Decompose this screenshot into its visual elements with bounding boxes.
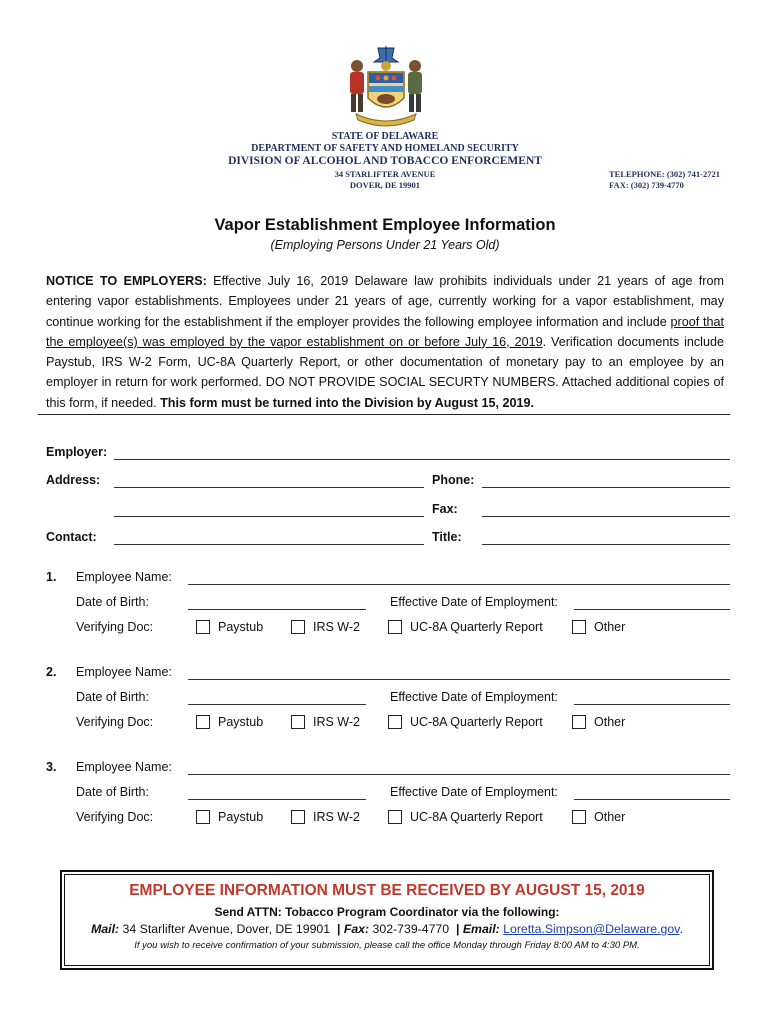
date-of-birth-field[interactable] <box>188 704 366 705</box>
employee-number: 1. <box>46 570 57 584</box>
uc8a-checkbox[interactable] <box>388 810 402 824</box>
division-name: DIVISION OF ALCOHOL AND TOBACCO ENFORCEMENT <box>228 155 542 167</box>
paystub-checkbox[interactable] <box>196 620 210 634</box>
notice-text-1: Effective July 16, 2019 Delaware law prohibits individuals under 21 years of age from entering vapor establishments. Employees under 21 years of age, currently working for a vapor establishment, may continue working for the establishment if the employer provides the following employee information and include <box>46 274 724 329</box>
date-of-birth-label: Date of Birth: <box>76 690 149 704</box>
address-line-1: 34 STARLIFTER AVENUE <box>334 169 436 179</box>
uc8a-option-label: UC-8A Quarterly Report <box>410 715 543 729</box>
section-divider <box>38 414 730 415</box>
effective-date-label: Effective Date of Employment: <box>390 595 558 609</box>
department-name: DEPARTMENT OF SAFETY AND HOMELAND SECURITY <box>251 143 519 154</box>
employer-field[interactable] <box>114 459 730 460</box>
notice-deadline: This form must be turned into the Division by August 15, 2019. <box>160 395 535 410</box>
notice-paragraph <box>46 271 724 413</box>
verifying-doc-label: Verifying Doc: <box>76 620 154 634</box>
contact-field[interactable] <box>114 544 424 545</box>
date-of-birth-field[interactable] <box>188 609 366 610</box>
address-field-line-2[interactable] <box>114 516 424 517</box>
employee-name-label: Employee Name: <box>76 665 172 679</box>
page-title: Vapor Establishment Employee Information <box>214 216 556 234</box>
fax-field[interactable] <box>482 516 730 517</box>
fax-number: FAX: (302) 739-4770 <box>609 180 684 190</box>
employee-name-field[interactable] <box>188 679 730 680</box>
irs-w2-option-label: IRS W-2 <box>313 620 360 634</box>
email-link[interactable]: Loretta.Simpson@Delaware.gov <box>503 922 680 936</box>
email-label: Email: <box>459 922 500 936</box>
paystub-checkbox[interactable] <box>196 810 210 824</box>
irs-w2-checkbox[interactable] <box>291 620 305 634</box>
employee-number: 2. <box>46 665 57 679</box>
notice-label: NOTICE TO EMPLOYERS: <box>46 274 207 288</box>
notice-text-2: . Verification documents include Paystub, IRS W-2 Form, UC-8A Quarterly Report, or other documentation of monetary pay to an employee by an employer in return for work performed. DO NOT PROVIDE SOCIAL SECURTY NUMBERS. Attached additional copies of this form, if needed. <box>46 334 724 410</box>
effective-date-field[interactable] <box>574 609 730 610</box>
effective-date-field[interactable] <box>574 799 730 800</box>
send-attn-line: Send ATTN: Tobacco Program Coordinator via the following: <box>214 905 560 919</box>
verifying-doc-label: Verifying Doc: <box>76 810 154 824</box>
phone-label: Phone: <box>432 473 475 487</box>
deadline-heading: EMPLOYEE INFORMATION MUST BE RECEIVED BY AUGUST 15, 2019 <box>129 882 645 899</box>
uc8a-option-label: UC-8A Quarterly Report <box>410 810 543 824</box>
employee-name-label: Employee Name: <box>76 760 172 774</box>
other-option-label: Other <box>594 620 626 634</box>
employer-label: Employer: <box>46 445 108 459</box>
other-option-label: Other <box>594 715 626 729</box>
contact-methods-line <box>60 922 714 936</box>
page-subtitle: (Employing Persons Under 21 Years Old) <box>270 238 500 252</box>
state-name: STATE OF DELAWARE <box>331 131 439 142</box>
employee-name-label: Employee Name: <box>76 570 172 584</box>
other-checkbox[interactable] <box>572 620 586 634</box>
other-checkbox[interactable] <box>572 810 586 824</box>
delaware-state-seal <box>338 44 434 130</box>
confirmation-note: If you wish to receive confirmation of your submission, please call the office Monday through Friday 8:00 AM to 4:30 PM. <box>134 940 640 951</box>
paystub-checkbox[interactable] <box>196 715 210 729</box>
date-of-birth-label: Date of Birth: <box>76 595 149 609</box>
date-of-birth-field[interactable] <box>188 799 366 800</box>
phone-field[interactable] <box>482 487 730 488</box>
effective-date-label: Effective Date of Employment: <box>390 785 558 799</box>
separator: | <box>336 922 341 936</box>
mail-address: 34 Starlifter Avenue, Dover, DE 19901 <box>119 922 337 936</box>
title-label: Title: <box>432 530 462 544</box>
separator: | <box>455 922 460 936</box>
fax-label: Fax: <box>340 922 370 936</box>
employee-number: 3. <box>46 760 57 774</box>
email-period: . <box>679 922 683 936</box>
address-label: Address: <box>46 473 101 487</box>
irs-w2-option-label: IRS W-2 <box>313 715 360 729</box>
mail-label: Mail: <box>91 922 120 936</box>
effective-date-field[interactable] <box>574 704 730 705</box>
address-line-2: DOVER, DE 19901 <box>349 180 421 190</box>
date-of-birth-label: Date of Birth: <box>76 785 149 799</box>
telephone-number: TELEPHONE: (302) 741-2721 <box>609 169 720 179</box>
contact-label: Contact: <box>46 530 97 544</box>
uc8a-option-label: UC-8A Quarterly Report <box>410 620 543 634</box>
uc8a-checkbox[interactable] <box>388 620 402 634</box>
employee-name-field[interactable] <box>188 584 730 585</box>
fax-label: Fax: <box>432 502 458 516</box>
paystub-option-label: Paystub <box>218 715 264 729</box>
title-field[interactable] <box>482 544 730 545</box>
address-field[interactable] <box>114 487 424 488</box>
paystub-option-label: Paystub <box>218 620 264 634</box>
other-checkbox[interactable] <box>572 715 586 729</box>
verifying-doc-label: Verifying Doc: <box>76 715 154 729</box>
employee-name-field[interactable] <box>188 774 730 775</box>
effective-date-label: Effective Date of Employment: <box>390 690 558 704</box>
irs-w2-checkbox[interactable] <box>291 810 305 824</box>
other-option-label: Other <box>594 810 626 824</box>
paystub-option-label: Paystub <box>218 810 264 824</box>
irs-w2-option-label: IRS W-2 <box>313 810 360 824</box>
irs-w2-checkbox[interactable] <box>291 715 305 729</box>
uc8a-checkbox[interactable] <box>388 715 402 729</box>
fax-value: 302-739-4770 <box>369 922 456 936</box>
notice-underlined-text: proof that the employee(s) was employed by the vapor establishment on or before July 16, 2019 <box>46 314 724 349</box>
